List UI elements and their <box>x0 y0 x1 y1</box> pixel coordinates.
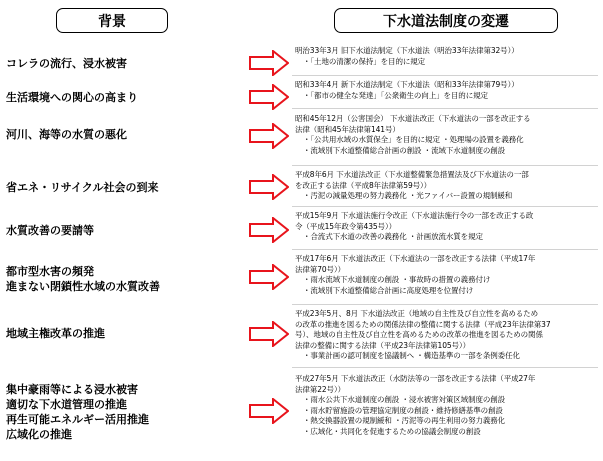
law-history-header: 下水道法制度の変遷 <box>334 8 558 33</box>
right-arrow-icon <box>249 264 289 290</box>
description-bullet: ・「公共用水域の水質保全」を目的に規定 ・処理場の設置を義務化 <box>303 135 524 144</box>
background-header: 背景 <box>56 8 168 33</box>
law-change-description <box>295 309 599 362</box>
background-line: 適切な下水道管理の推進 <box>6 398 127 411</box>
row-divider <box>292 165 598 166</box>
description-line: 平成27年5月 下水道法改正（水防法等の一部を改正する法律（平成27年 <box>295 374 536 383</box>
background-text <box>6 326 236 341</box>
background-text <box>6 56 236 71</box>
background-line: 集中豪雨等による浸水被害 <box>6 383 138 396</box>
law-change-description <box>295 374 599 437</box>
right-arrow-icon <box>249 50 289 76</box>
row-divider <box>292 75 598 76</box>
background-line: 広域化の推進 <box>6 428 72 441</box>
description-bullet: ・事業計画の認可制度を協議制へ ・構造基準の一部を条例委任化 <box>303 351 520 360</box>
description-line: 平成15年9月 下水道法施行令改正（下水道法施行令の一部を改正する政 <box>295 211 534 220</box>
row-divider <box>292 108 598 109</box>
row-divider <box>292 367 598 368</box>
description-bullet: ・流域別下水道整備総合計画の創設 ・流域下水道制度の創設 <box>303 145 506 155</box>
description-line: 法律第22号）） <box>295 384 345 394</box>
description-line: 平成8年6月 下水道法改正（下水道整備緊急措置法及び下水道法の一部 <box>295 170 529 179</box>
description-line: 明治33年3月 旧下水道法制定（下水道法（明治33年法律第32号）） <box>295 46 519 55</box>
description-line: の改革の推進を図るための関係法律の整備に関する法律（平成23年法律第37 <box>295 319 551 329</box>
law-change-description <box>295 114 599 156</box>
description-bullet: ・雨水流域下水道制度の創設 ・事故時の措置の義務付け <box>303 275 491 284</box>
description-line: を改正する法律（平成8年法律第59号）） <box>295 180 432 190</box>
right-arrow-icon <box>249 398 289 424</box>
description-bullet: ・合流式下水道の改善の義務化 ・計画放流水質を規定 <box>303 232 483 241</box>
row-divider <box>292 249 598 250</box>
right-arrow-icon <box>249 321 289 347</box>
description-line: 法律第70号）） <box>295 264 345 274</box>
description-line: 平成23年5月、8月 下水道法改正（地域の自主性及び自立性を高めるため <box>295 309 538 318</box>
row-divider <box>292 304 598 305</box>
background-text <box>6 127 236 142</box>
background-text <box>6 223 236 238</box>
description-bullet: ・「土地の清潔の保持」を目的に規定 <box>303 56 426 66</box>
background-line: 水質改善の要請等 <box>6 224 94 237</box>
description-bullet: ・流域別下水道整備総合計画に高度処理を位置付け <box>303 285 474 295</box>
law-change-description <box>295 46 599 67</box>
background-line: 河川、海等の水質の悪化 <box>6 128 127 141</box>
description-line: 法律の整備に関する法律（平成23年法律第105号）） <box>295 340 471 350</box>
law-change-description <box>295 211 599 243</box>
law-change-description <box>295 80 599 101</box>
right-arrow-icon <box>249 84 289 110</box>
description-line: 昭和45年12月（公害国会） 下水道法改正（下水道法の一部を改正する <box>295 114 531 123</box>
description-bullet: ・広域化・共同化を促進するための協議会制度の創設 <box>303 426 481 436</box>
description-bullet: ・雨水公共下水道制度の創設 ・浸水被害対策区域制度の創設 <box>303 395 506 404</box>
background-line: 地域主権改革の推進 <box>6 327 105 340</box>
background-line: 進まない閉鎖性水域の水質改善 <box>6 280 160 293</box>
description-bullet: ・汚泥の減量処理の努力義務化 ・光ファイバー設置の規制緩和 <box>303 191 513 200</box>
law-change-description <box>295 254 599 296</box>
row-divider <box>292 206 598 207</box>
description-line: 平成17年6月 下水道法改正（下水道法の一部を改正する法律（平成17年 <box>295 254 536 263</box>
background-text <box>6 264 236 294</box>
right-arrow-icon <box>249 217 289 243</box>
background-line: 再生可能エネルギー活用推進 <box>6 413 149 426</box>
background-line: 都市型水害の頻発 <box>6 265 94 278</box>
description-line: 令（平成15年政令第435号）） <box>295 221 397 231</box>
description-line: 法律（昭和45年法律第141号） <box>295 124 400 134</box>
description-bullet: ・「都市の健全な発達」「公衆衛生の向上」を目的に規定 <box>303 90 488 100</box>
background-line: コレラの流行、浸水被害 <box>6 57 127 70</box>
description-bullet: ・雨水貯留施設の管理協定制度の創設・維持修繕基準の創設 <box>303 405 503 415</box>
right-arrow-icon <box>249 123 289 149</box>
background-text <box>6 382 236 442</box>
background-text <box>6 90 236 105</box>
description-line: 昭和33年4月 新下水道法制定（下水道法（昭和33年法律第79号）） <box>295 80 519 89</box>
law-change-description <box>295 170 599 202</box>
background-line: 生活環境への関心の高まり <box>6 91 138 104</box>
right-arrow-icon <box>249 174 289 200</box>
background-text <box>6 180 236 195</box>
description-line: 号）、地域の自主性及び自立性を高めるための改革の推進を図るための関係 <box>295 330 543 339</box>
background-line: 省エネ・リサイクル社会の到来 <box>6 181 159 194</box>
description-bullet: ・熱交換器設置の規制緩和 ・汚泥等の再生利用の努力義務化 <box>303 416 506 425</box>
